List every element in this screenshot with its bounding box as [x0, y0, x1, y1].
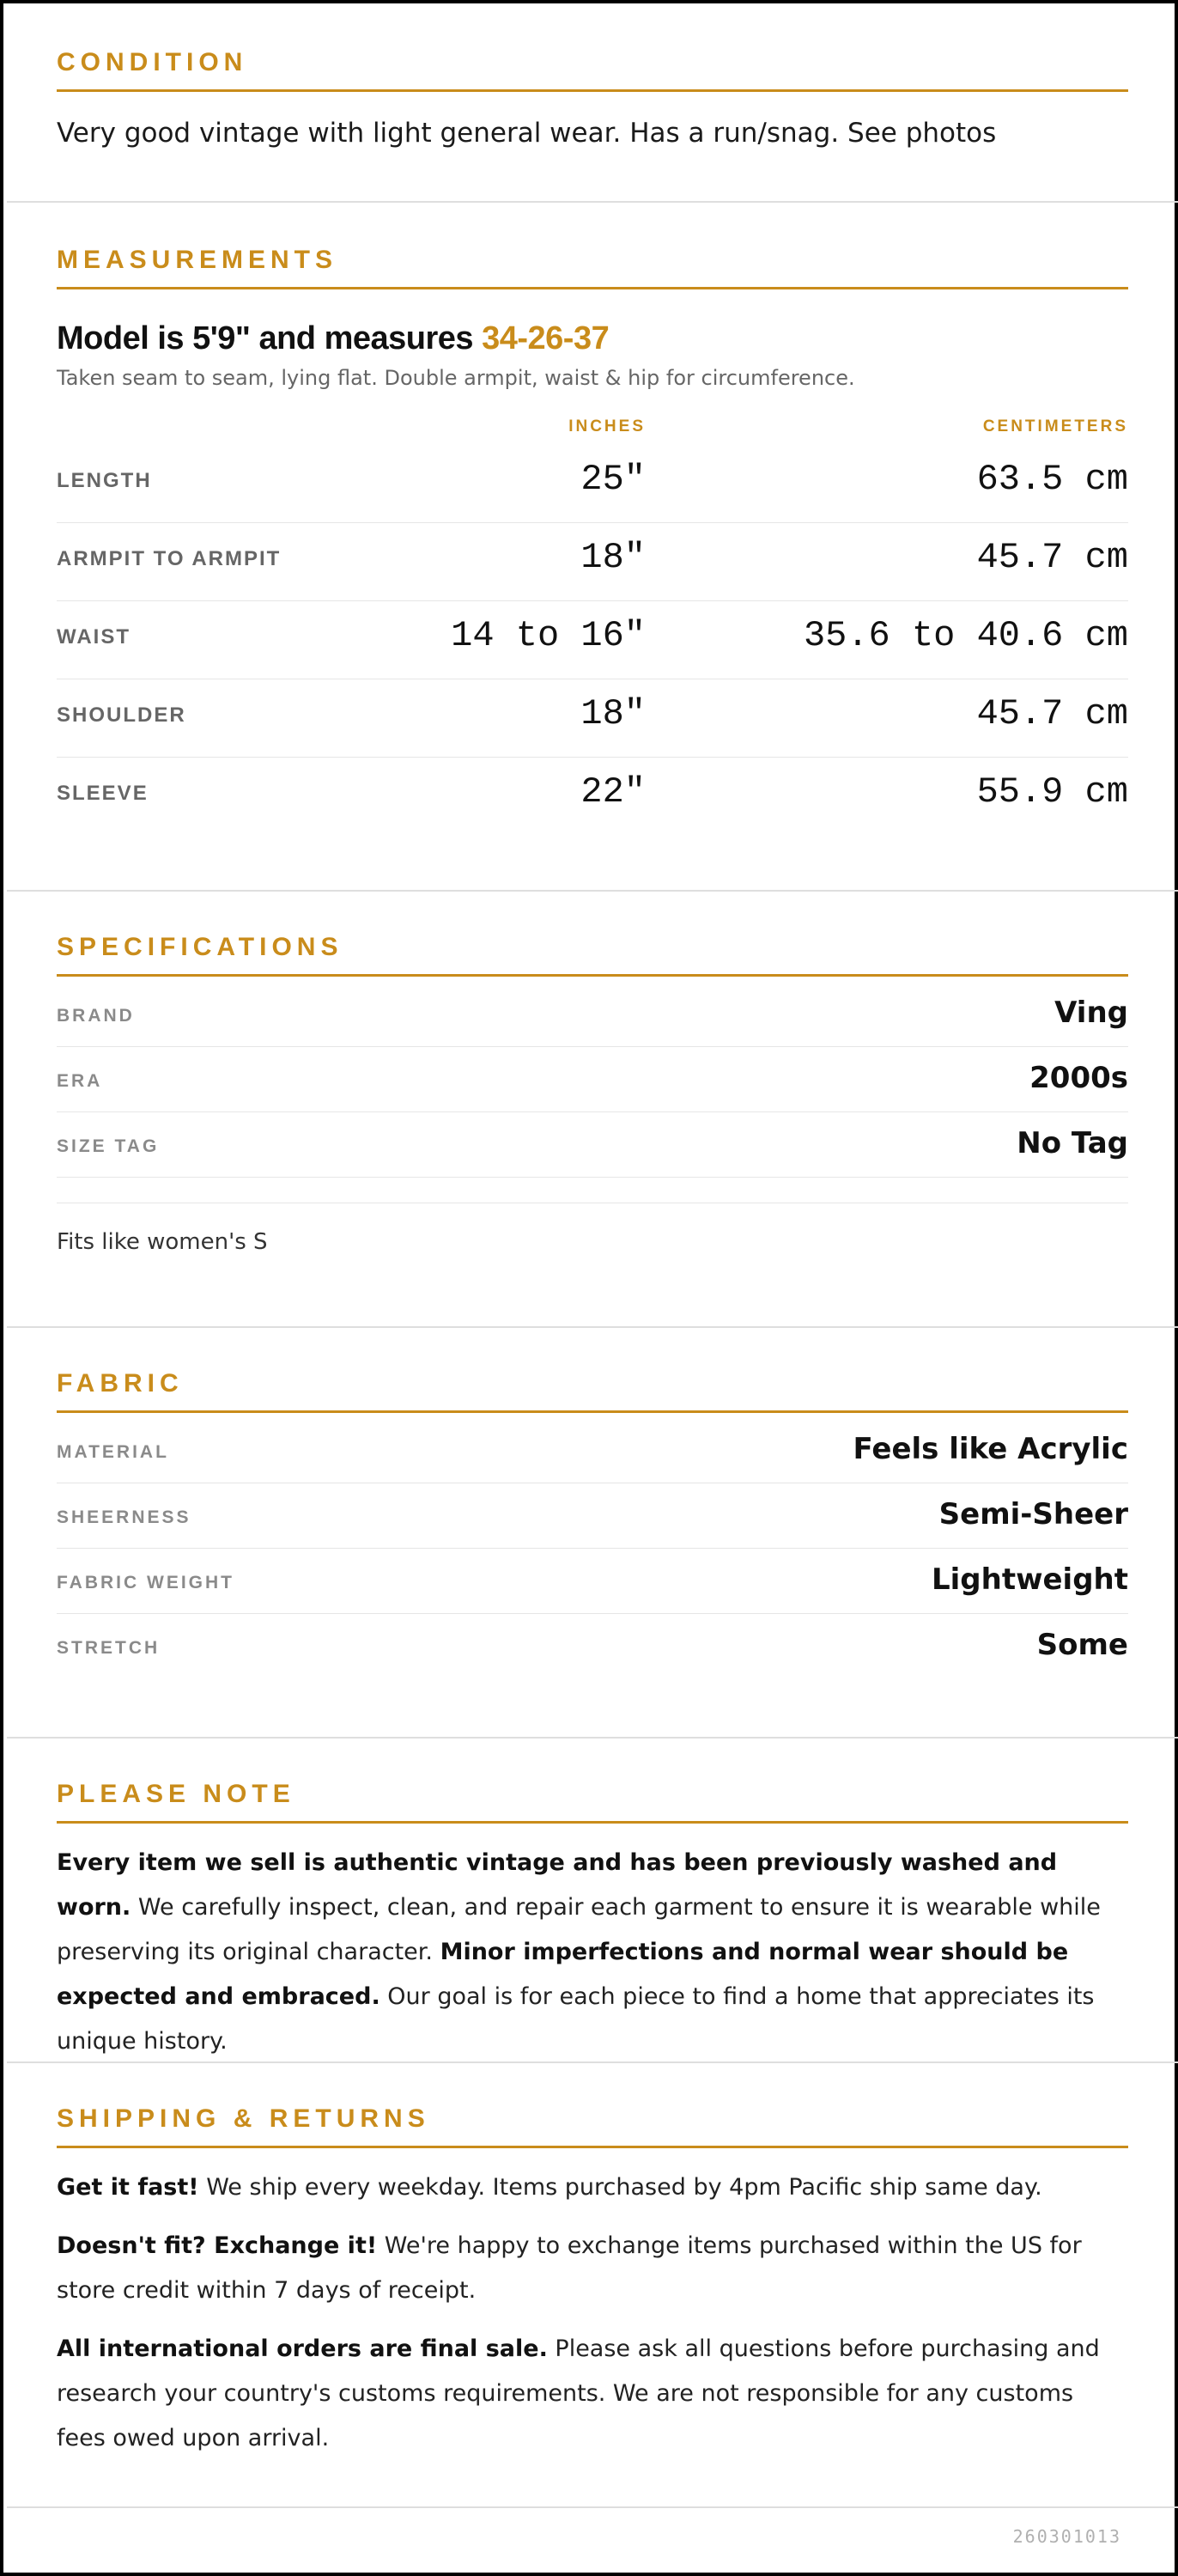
- shipping-heading: SHIPPING & RETURNS: [57, 2104, 1128, 2148]
- shipping-text: We ship every weekday. Items purchased by 4pm Pacific ship same day.: [198, 2174, 1042, 2201]
- fabric-row-sheerness: [57, 1483, 1128, 1549]
- measurement-table: [57, 445, 1128, 835]
- shipping-emphasis: All international orders are final sale.: [57, 2335, 548, 2362]
- fabric-section: [7, 1369, 1178, 1739]
- measurement-cm: 45.7 cm: [976, 537, 1128, 578]
- measurements-heading: MEASUREMENTS: [57, 246, 1128, 289]
- note-emphasis: Minor imperfections and normal wear should be expected and embraced.: [57, 1939, 1069, 2010]
- measurement-label: ARMPIT TO ARMPIT: [57, 547, 282, 570]
- measurement-inches: 14 to 16": [451, 615, 646, 656]
- shipping-text: We're happy to exchange items purchased within the US for store credit within 7 days of receipt.: [57, 2232, 1082, 2304]
- fabric-label: MATERIAL: [57, 1442, 169, 1462]
- measurements-section: [7, 246, 1178, 892]
- measurement-column-headers: [57, 390, 1128, 445]
- item-id: 260301013: [1012, 2526, 1121, 2547]
- spec-label: BRAND: [57, 1006, 135, 1026]
- fabric-label: FABRIC WEIGHT: [57, 1573, 234, 1592]
- measurement-row: [57, 679, 1128, 758]
- fabric-row-weight: [57, 1549, 1128, 1614]
- condition-text: Very good vintage with light general wear. Has a run/snag. See photos: [57, 118, 997, 149]
- measurement-inches: 25": [580, 459, 646, 500]
- fabric-label: SHEERNESS: [57, 1507, 191, 1527]
- spec-label: ERA: [57, 1071, 103, 1091]
- fabric-heading: FABRIC: [57, 1369, 1128, 1413]
- condition-heading: CONDITION: [57, 48, 1128, 92]
- column-inches: INCHES: [568, 417, 646, 435]
- measurement-row: [57, 758, 1128, 835]
- measurement-row: [57, 601, 1128, 679]
- model-measure-value: 34-26-37: [482, 320, 610, 356]
- please-note-text: [57, 1841, 1128, 2064]
- measurement-label: LENGTH: [57, 469, 152, 492]
- shipping-paragraph: [57, 2165, 1128, 2210]
- spec-row-size-tag: [57, 1112, 1128, 1178]
- spec-row-brand: [57, 982, 1128, 1047]
- note-text: We carefully inspect, clean, and repair each garment to ensure it is wearable while preserving its original character.: [57, 1894, 1101, 1965]
- measurement-note: Taken seam to seam, lying flat. Double armpit, waist & hip for circumference.: [57, 366, 855, 390]
- measurement-row: [57, 523, 1128, 601]
- shipping-text: Please ask all questions before purchasing and research your country's customs requirements. We are not responsible for any customs fees owed upon arrival.: [57, 2335, 1100, 2451]
- measurement-cm: 35.6 to 40.6 cm: [803, 615, 1128, 656]
- please-note-heading: PLEASE NOTE: [57, 1780, 1128, 1824]
- measurement-label: SLEEVE: [57, 782, 149, 805]
- measurement-inches: 18": [580, 537, 646, 578]
- measurement-inches: 22": [580, 771, 646, 813]
- fabric-row-stretch: [57, 1614, 1128, 1678]
- spec-value: Ving: [1054, 996, 1128, 1030]
- shipping-emphasis: Doesn't fit? Exchange it!: [57, 2232, 378, 2259]
- measurement-cm: 45.7 cm: [976, 693, 1128, 734]
- shipping-emphasis: Get it fast!: [57, 2174, 199, 2201]
- fabric-row-material: [57, 1418, 1128, 1483]
- spec-row-era: [57, 1047, 1128, 1112]
- shipping-section: [7, 2104, 1178, 2508]
- shipping-paragraph: [57, 2327, 1128, 2461]
- measurement-label: WAIST: [57, 625, 131, 649]
- spec-value: No Tag: [1017, 1126, 1128, 1160]
- spec-value: 2000s: [1029, 1061, 1128, 1095]
- shipping-paragraph: [57, 2224, 1128, 2313]
- measurement-cm: 63.5 cm: [976, 459, 1128, 500]
- note-text: Our goal is for each piece to find a home that appreciates its unique history.: [57, 1983, 1095, 2055]
- measurement-cm: 55.9 cm: [976, 771, 1128, 813]
- condition-section: [7, 48, 1178, 203]
- specifications-section: [7, 933, 1178, 1328]
- fit-note: Fits like women's S: [57, 1203, 1128, 1255]
- fabric-value: Lightweight: [931, 1562, 1128, 1597]
- measurement-label: SHOULDER: [57, 703, 186, 727]
- column-centimeters: CENTIMETERS: [982, 417, 1128, 435]
- measurement-inches: 18": [580, 693, 646, 734]
- fabric-value: Semi-Sheer: [938, 1497, 1128, 1532]
- spec-label: SIZE TAG: [57, 1136, 160, 1156]
- model-measurements: [57, 320, 1128, 357]
- fabric-value: Some: [1036, 1628, 1128, 1662]
- measurement-row: [57, 445, 1128, 523]
- fabric-label: STRETCH: [57, 1638, 161, 1658]
- note-emphasis: Every item we sell is authentic vintage and has been previously washed and worn.: [57, 1849, 1058, 1921]
- model-prefix: Model is 5'9" and measures: [57, 320, 483, 356]
- specifications-heading: SPECIFICATIONS: [57, 933, 1128, 977]
- please-note-section: [7, 1780, 1178, 2063]
- fabric-value: Feels like Acrylic: [853, 1432, 1128, 1466]
